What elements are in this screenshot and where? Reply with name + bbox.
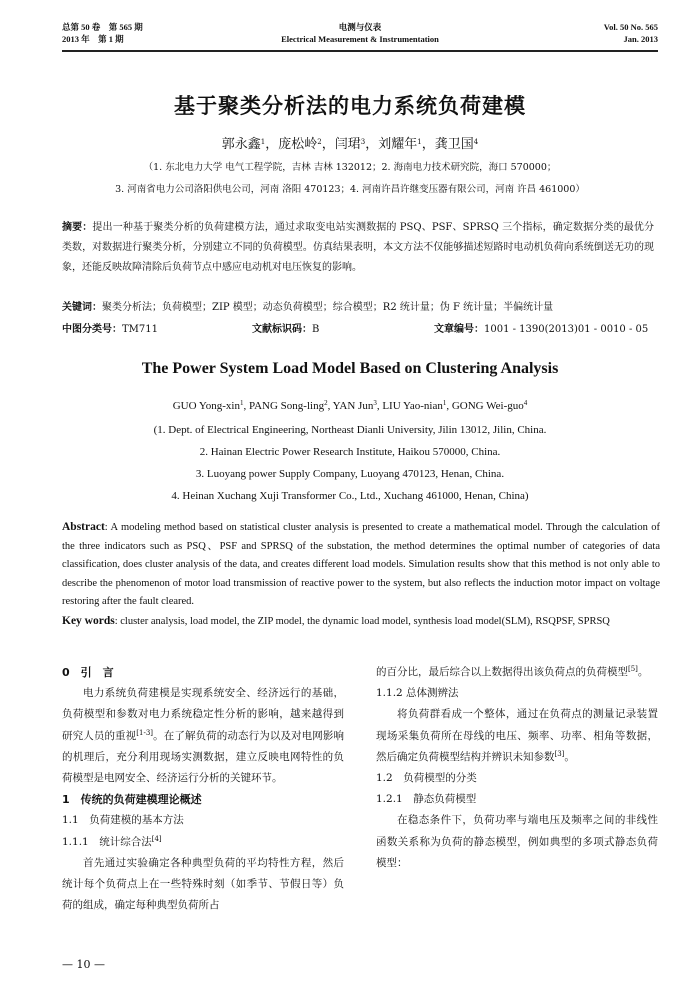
- subsubsection-heading: [62, 832, 344, 853]
- author-name: ，刘耀年: [365, 137, 418, 152]
- body-right-column: [376, 662, 658, 874]
- author-name: , LIU Yao-nian: [376, 400, 443, 412]
- subsubsection-heading: 1.2.1 静态负荷模型: [376, 793, 477, 806]
- affiliation-cn-line: （1. 东北电力大学 电气工程学院，吉林 吉林 132012；2. 海南电力技术研究院，海口 570000；: [143, 162, 557, 173]
- paragraph: [376, 662, 658, 683]
- article-number: [434, 320, 648, 335]
- document-code: [252, 320, 319, 335]
- header-issue: 2013 年 第 1 期: [62, 34, 124, 44]
- keywords-en-text: : cluster analysis, load model, the ZIP model, the dynamic load model, synthesis load model(SLM), RSQPSF, SPRSQ: [114, 616, 610, 627]
- paragraph-text: 将负荷群看成一个整体，通过在负荷点的测量记录装置现场采集负荷所在母线的电压、频率、功率、相角等数据，然后确定负荷模型结构并辨识未知参数: [376, 708, 658, 763]
- journal-name-en: Electrical Measurement & Instrumentation: [281, 34, 439, 44]
- paper-title-cn: 基于聚类分析法的电力系统负荷建模: [174, 94, 526, 118]
- author-affil-mark: 1: [442, 399, 447, 407]
- paragraph-text: 的百分比，最后综合以上数据得出该负荷点的负荷模型: [376, 666, 628, 678]
- paragraph-text: 。: [564, 750, 575, 763]
- header-journal-name: [62, 21, 658, 45]
- section-heading: 0 引 言: [62, 666, 114, 679]
- abstract-en-text: : A modeling method based on statistical cluster analysis is presented to create a mathematical model. Through the calculation of the three indicators such as PSQ、PSF and SPRSQ of the substation, the method determines the optimal number of categories of data classification, does cluster analysis of the data, and creates different load models. Simulation results show that this method is not only able to describe the phenomenon of motor load transmission of reactive power to the system, but also reflects the induction motor impact on voltage restoring after the fault cleared.: [62, 522, 660, 607]
- clc-number: [62, 320, 158, 335]
- article-value: 1001 - 1390(2013)01 - 0010 - 05: [484, 324, 649, 335]
- paper-title-en: The Power System Load Model Based on Clustering Analysis: [141, 360, 559, 377]
- affiliation-en-line: 4. Heinan Xuchang Xuji Transformer Co., Ltd., Xuchang 461000, Henan, China): [171, 490, 529, 502]
- subsection-heading: 1.2 负荷模型的分类: [376, 772, 477, 785]
- clc-label: 中图分类号：: [62, 324, 122, 335]
- authors-cn: [0, 133, 700, 152]
- citation: [1-3]: [136, 728, 154, 737]
- clc-value: TM711: [122, 324, 158, 335]
- citation: [4]: [151, 834, 162, 843]
- author-name: , YAN Jun: [327, 400, 374, 412]
- affiliation-en-line: (1. Dept. of Electrical Engineering, Northeast Dianli University, Jilin 13012, Jilin, China.: [153, 424, 547, 436]
- author-affil-mark: 4: [523, 399, 528, 407]
- paragraph: 在稳态条件下，负荷功率与端电压及频率之间的非线性函数关系称为负荷的静态模型，例如典型的多项式静态负荷模型：: [376, 814, 658, 869]
- header-volume-en: [604, 21, 658, 45]
- page-number: — 10 —: [62, 958, 105, 971]
- author-affil-mark: 2: [317, 138, 322, 146]
- paragraph-text: 。在了解负荷的动态行为以及对电网影响的机理后，充分利用现场实测数据，建立反映电网特性的负荷模型是电网安全、经济运行分析的关键环节。: [62, 729, 345, 785]
- abstract-cn-label: 摘要：: [62, 222, 93, 233]
- header-date: Jan. 2013: [623, 34, 658, 44]
- author-name: ，庞松岭: [265, 137, 318, 152]
- doc-label: 文献标识码：: [252, 324, 312, 335]
- subsection-heading: 1.1 负荷建模的基本方法: [62, 814, 184, 827]
- keywords-cn: [62, 298, 654, 318]
- subsubsection-heading: 1.1.2 总体测辨法: [376, 687, 459, 700]
- paragraph: [62, 683, 344, 789]
- keywords-cn-label: 关键词：: [62, 302, 102, 313]
- keywords-en: [62, 612, 660, 632]
- author-affil-mark: 1: [260, 138, 266, 146]
- abstract-en-label: Abstract: [62, 521, 105, 533]
- keywords-cn-text: 聚类分析法；负荷模型；ZIP 模型；动态负荷模型；综合模型；R2 统计量；伪 F 统计量；半偏统计量: [102, 302, 554, 313]
- header-volume: 总第 50 卷 第 565 期: [62, 22, 143, 32]
- abstract-cn: [62, 218, 654, 278]
- author-affil-mark: 2: [324, 399, 328, 407]
- paragraph-text: 电力系统负荷建模是实现系统安全、经济远行的基础，负荷模型和参数对电力系统稳定性分析的影响，越来越得到研究人员的重视: [62, 687, 344, 742]
- author-affil-mark: 1: [239, 399, 244, 407]
- doc-value: B: [312, 324, 320, 335]
- journal-name-cn: 电测与仪表: [338, 22, 382, 32]
- citation: [5]: [628, 665, 638, 673]
- section-heading: 1 传统的负荷建模理论概述: [62, 793, 202, 807]
- classification-row: [62, 320, 654, 336]
- author-name: , GONG Wei-guo: [446, 400, 524, 412]
- header-vol-no: Vol. 50 No. 565: [603, 22, 658, 32]
- author-affil-mark: 3: [373, 399, 377, 407]
- abstract-en: [62, 518, 660, 612]
- author-affil-mark: 4: [473, 138, 479, 146]
- keywords-en-label: Key words: [62, 615, 115, 627]
- authors-en: [0, 400, 700, 412]
- paragraph: 首先通过实验确定各种典型负荷的平均特性方程，然后统计每个负荷点上在一些特殊时刻（如季节、节假日等）负荷的组成，确定每种典型负荷所占: [62, 856, 344, 912]
- affiliation-en-line: 3. Luoyang power Supply Company, Luoyang 470123, Henan, China.: [195, 468, 505, 480]
- paragraph: [376, 704, 658, 768]
- citation: [3]: [554, 749, 565, 758]
- abstract-cn-text: 提出一种基于聚类分析的负荷建模方法，通过求取变电站实测数据的 PSQ、PSF、SPRSQ 三个指标，确定数据分类的最优分类数，对数据进行聚类分析，分别建立不同的负荷模型。仿真结果表明，本文方法不仅能够描述短路时电动机负荷向系统倒送无功的现象，还能反映故障清除后负荷节点中感应电动机对电压恢复的影响。: [62, 222, 655, 273]
- author-affil-mark: 1: [417, 138, 422, 146]
- affiliation-en-line: 2. Hainan Electric Power Research Institute, Haikou 570000, China.: [199, 446, 501, 458]
- heading-text: 1.1.1 统计综合法: [62, 835, 152, 848]
- author-affil-mark: 3: [360, 138, 366, 146]
- author-name: ，龚卫国: [421, 137, 474, 152]
- article-label: 文章编号：: [434, 324, 484, 335]
- journal-header: [62, 20, 658, 52]
- author-name: , PANG Song-ling: [243, 400, 325, 412]
- body-left-column: [62, 662, 344, 916]
- paragraph-text: 。: [637, 666, 649, 678]
- author-name: 郭永鑫: [221, 137, 261, 152]
- affiliation-cn-line: 3. 河南省电力公司洛阳供电公司，河南 洛阳 470123；4. 河南许昌许继变压器有限公司，河南 许昌 461000）: [115, 184, 585, 195]
- author-name: ，闫珺: [321, 137, 361, 152]
- author-name: GUO Yong-xin: [172, 400, 240, 412]
